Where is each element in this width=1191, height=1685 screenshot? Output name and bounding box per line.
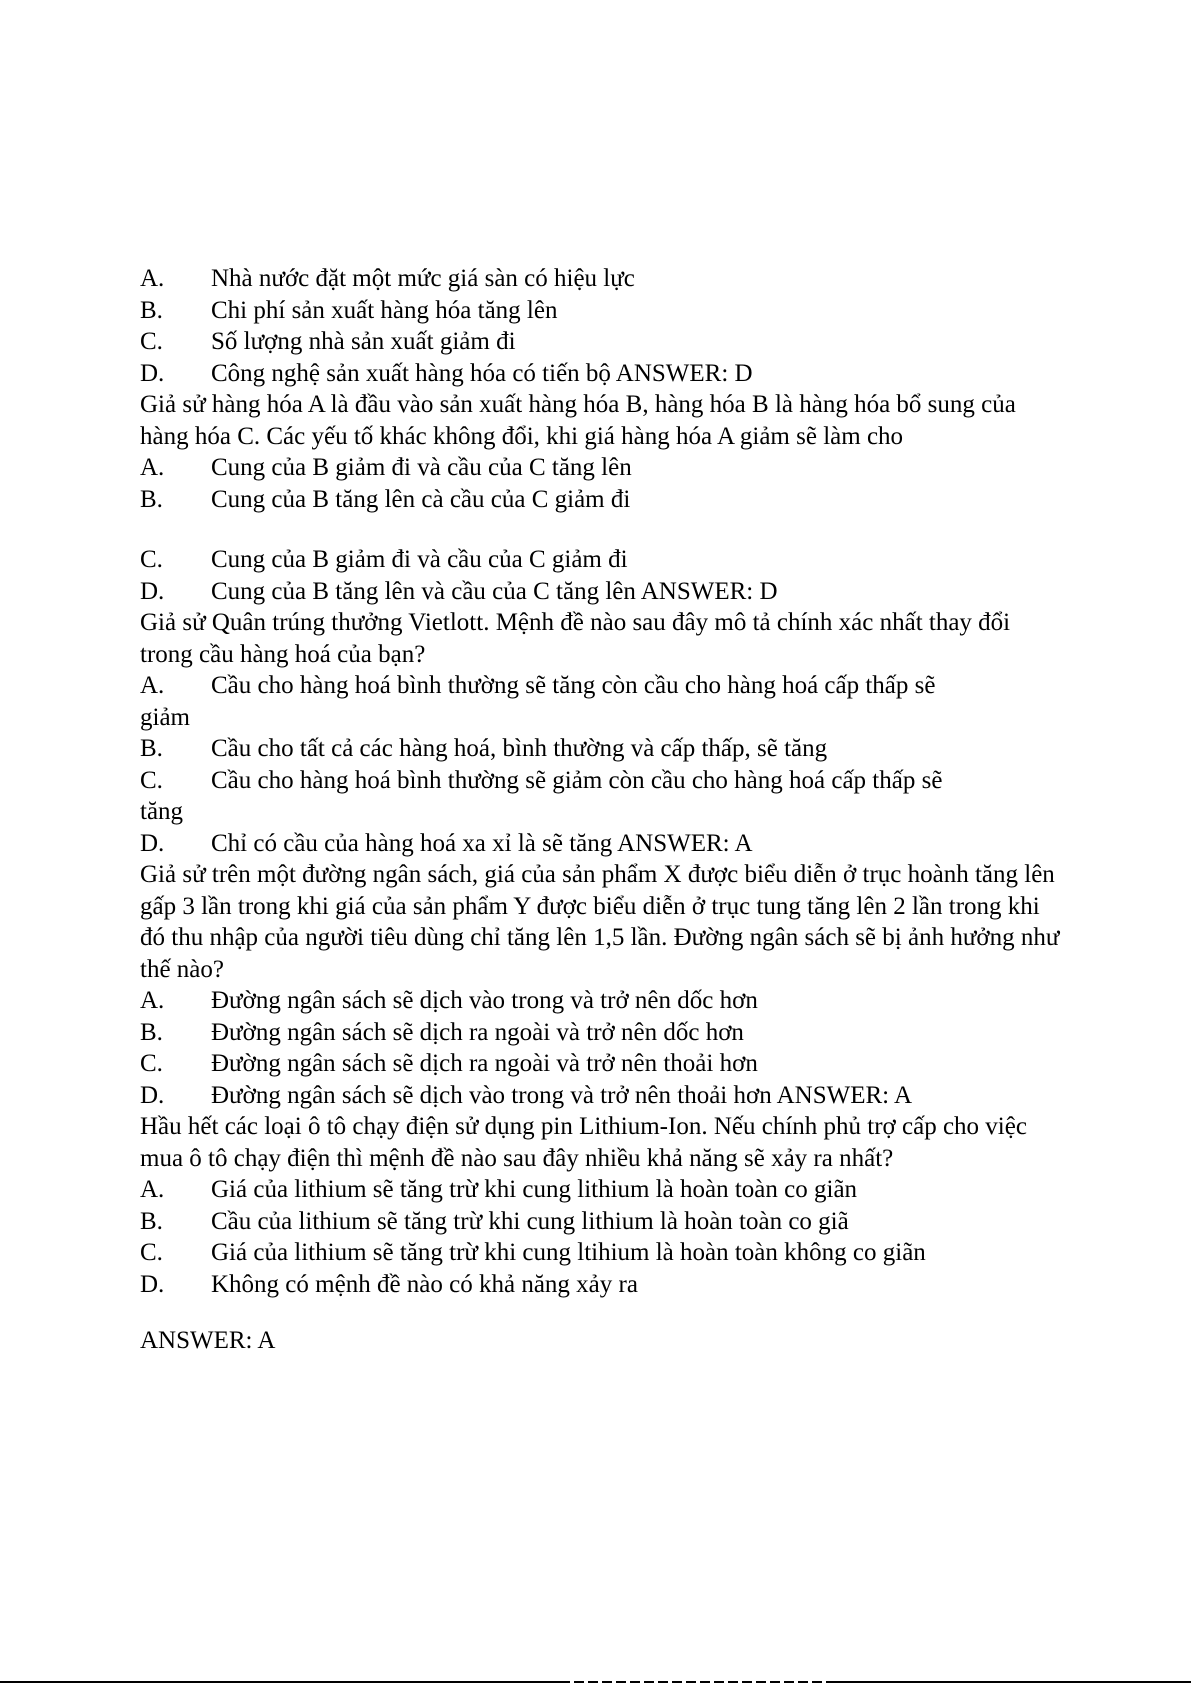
option-letter: D. — [140, 1081, 165, 1109]
option-letter: D. — [140, 829, 165, 857]
option-letter: A. — [140, 987, 165, 1014]
option-row — [140, 1048, 1060, 1080]
option-text: Số lượng nhà sản xuất giảm đi — [211, 328, 516, 355]
option-letter: B. — [140, 296, 163, 324]
option-row — [140, 1237, 1060, 1269]
option-continuation: giảm — [140, 703, 190, 731]
final-answer: ANSWER: A — [140, 1327, 276, 1354]
option-letter: D. — [140, 1270, 165, 1298]
option-letter: C. — [140, 1239, 163, 1266]
question-stem: Hầu hết các loại ô tô chạy điện sử dụng pin Lithium-Ion. Nếu chính phủ trợ cấp cho việc mua ô tô chạy điện thì mệnh đề nào sau đây nhiều khả năng sẽ xảy ra nhất? — [140, 1113, 1027, 1172]
option-text: Chỉ có cầu của hàng hoá xa xỉ là sẽ tăng ANSWER: A — [211, 829, 753, 857]
option-row — [140, 452, 1060, 484]
option-letter: C. — [140, 546, 163, 573]
option-row — [140, 733, 1060, 765]
option-text: Cung của B giảm đi và cầu của C tăng lên — [211, 454, 632, 481]
page-bottom-dashes — [560, 1681, 830, 1683]
option-row — [140, 484, 1060, 516]
option-text: Giá của lithium sẽ tăng trừ khi cung ltihium là hoàn toàn không co giãn — [211, 1239, 926, 1266]
option-letter: D. — [140, 359, 165, 387]
option-row — [140, 263, 1060, 295]
option-row — [140, 1174, 1060, 1206]
option-letter: A. — [140, 1176, 165, 1203]
option-text: Đường ngân sách sẽ dịch ra ngoài và trở nên thoải hơn — [211, 1050, 758, 1077]
option-text: Cầu cho hàng hoá bình thường sẽ giảm còn cầu cho hàng hoá cấp thấp sẽ — [211, 766, 943, 794]
option-letter: B. — [140, 485, 163, 513]
option-row — [140, 576, 1060, 608]
option-text: Cầu cho tất cả các hàng hoá, bình thường và cấp thấp, sẽ tăng — [211, 735, 828, 762]
option-text: Nhà nước đặt một mức giá sàn có hiệu lực — [211, 265, 635, 292]
option-text: Cung của B tăng lên và cầu của C tăng lên ANSWER: D — [211, 577, 778, 605]
option-row — [140, 358, 1060, 390]
option-row — [140, 1206, 1060, 1238]
option-letter: C. — [140, 328, 163, 355]
option-letter: A. — [140, 672, 165, 699]
option-text: Giá của lithium sẽ tăng trừ khi cung lithium là hoàn toàn co giãn — [211, 1176, 858, 1203]
option-text: Công nghệ sản xuất hàng hóa có tiến bộ ANSWER: D — [211, 359, 753, 387]
option-text: Đường ngân sách sẽ dịch vào trong và trở nên thoải hơn ANSWER: A — [211, 1081, 913, 1109]
option-letter: B. — [140, 1018, 163, 1046]
option-row — [140, 295, 1060, 327]
option-letter: B. — [140, 1207, 163, 1235]
option-letter: A. — [140, 454, 165, 481]
option-letter: D. — [140, 577, 165, 605]
option-row — [140, 828, 1060, 860]
option-row — [140, 1269, 1060, 1301]
option-row — [140, 1017, 1060, 1049]
option-row — [140, 1080, 1060, 1112]
option-text: Cầu của lithium sẽ tăng trừ khi cung lithium là hoàn toàn co giã — [211, 1207, 849, 1235]
option-letter: A. — [140, 265, 165, 292]
option-text: Không có mệnh đề nào có khả năng xảy ra — [211, 1270, 638, 1298]
blank-line — [140, 515, 1060, 544]
option-row — [140, 544, 1060, 576]
option-text: Cầu cho hàng hoá bình thường sẽ tăng còn cầu cho hàng hoá cấp thấp sẽ — [211, 672, 936, 699]
question-list — [140, 263, 1060, 1357]
option-continuation: tăng — [140, 798, 184, 825]
option-letter: B. — [140, 735, 163, 762]
option-row — [140, 765, 1060, 797]
option-letter: C. — [140, 1050, 163, 1077]
option-row — [140, 670, 1060, 702]
option-row — [140, 326, 1060, 358]
option-text: Cung của B tăng lên cà cầu của C giảm đi — [211, 485, 631, 513]
option-row — [140, 985, 1060, 1017]
option-text: Chi phí sản xuất hàng hóa tăng lên — [211, 296, 558, 324]
option-text: Cung của B giảm đi và cầu của C giảm đi — [211, 546, 628, 573]
question-stem: Giả sử trên một đường ngân sách, giá của sản phẩm X được biểu diễn ở trục hoành tăng lên gấp 3 lần trong khi giá của sản phẩm Y được biểu diễn ở trục tung tăng lên 2 lần trong khi đó thu nhập của người tiêu dùng chỉ tăng lên 1,5 lần. Đường ngân sách sẽ bị ảnh hưởng như thế nào? — [140, 861, 1060, 983]
option-text: Đường ngân sách sẽ dịch vào trong và trở nên dốc hơn — [211, 987, 758, 1014]
option-text: Đường ngân sách sẽ dịch ra ngoài và trở nên dốc hơn — [211, 1018, 744, 1046]
option-letter: C. — [140, 766, 163, 794]
question-stem: Giả sử Quân trúng thưởng Vietlott. Mệnh đề nào sau đây mô tả chính xác nhất thay đổi trong cầu hàng hoá của bạn? — [140, 609, 1011, 668]
question-stem: Giả sử hàng hóa A là đầu vào sản xuất hàng hóa B, hàng hóa B là hàng hóa bổ sung của hàng hóa C. Các yếu tố khác không đổi, khi giá hàng hóa A giảm sẽ làm cho — [140, 391, 1016, 450]
